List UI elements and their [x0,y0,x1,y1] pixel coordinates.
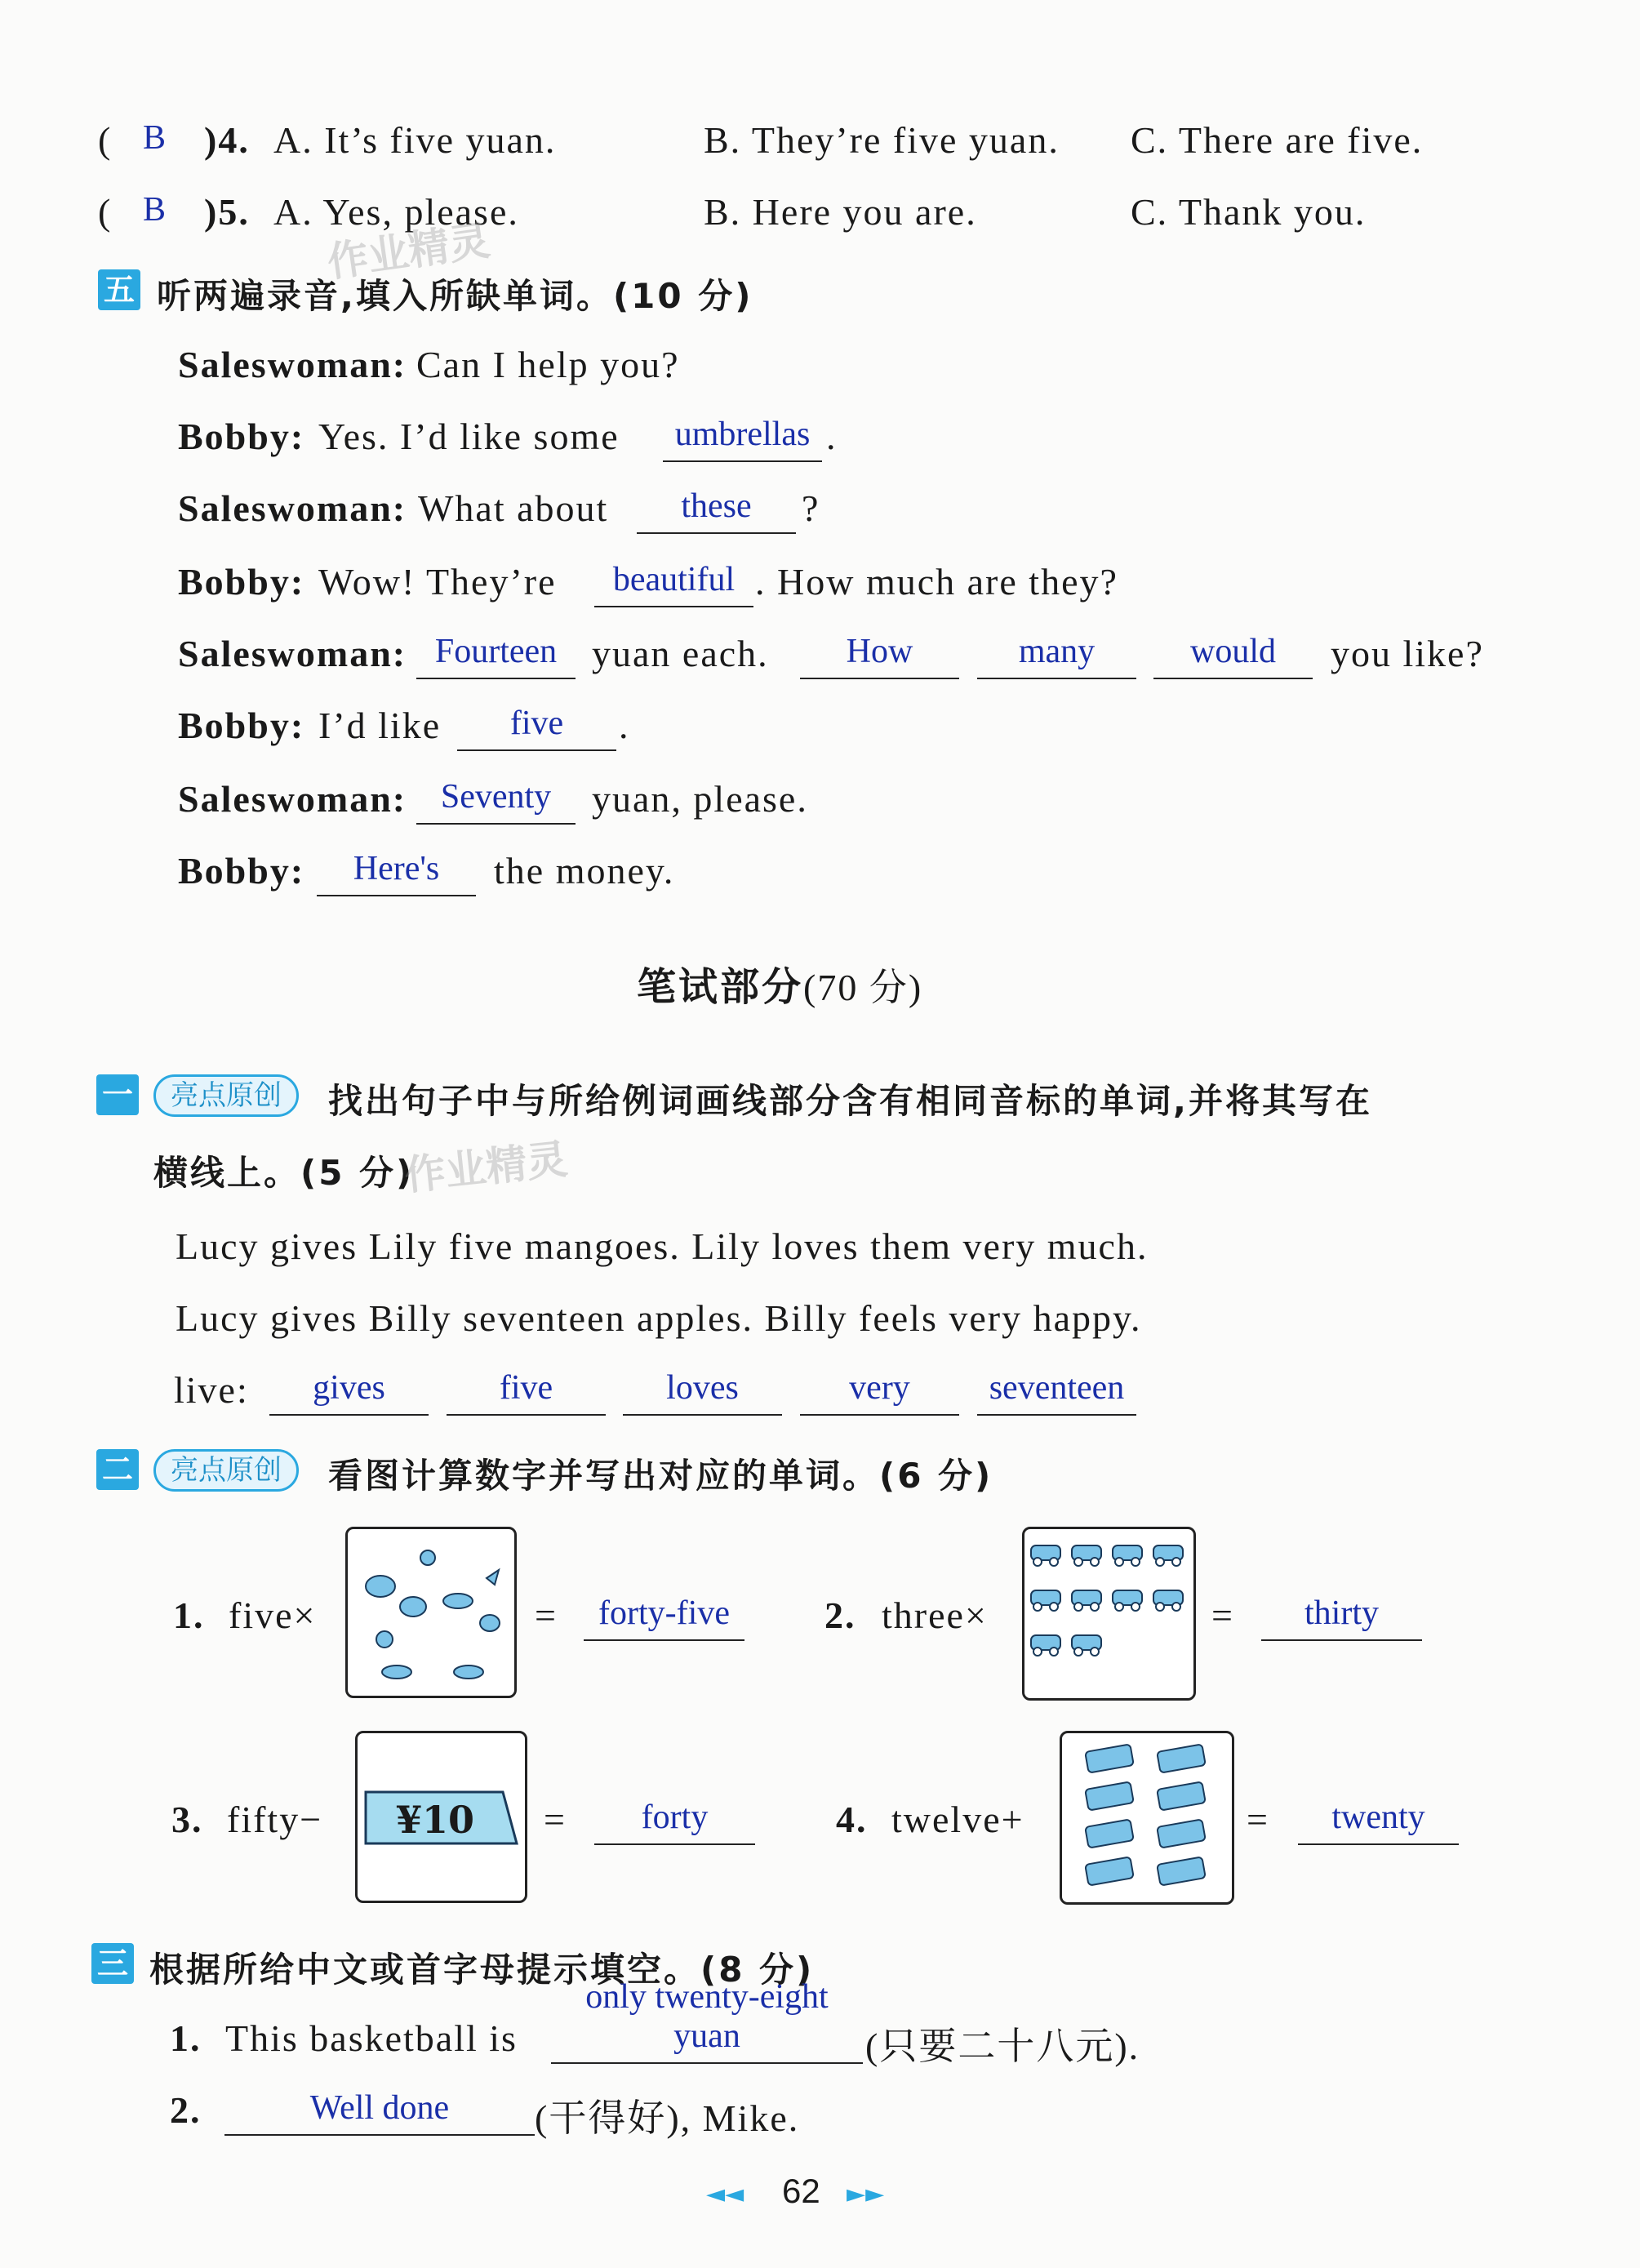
dialog-text: yuan each. [592,633,769,674]
dialog-text: I’d like [318,705,442,746]
q5-number: )5. [204,191,250,233]
dialog-speaker: Saleswoman: [178,778,407,820]
fill-item-number: 1. [170,2017,202,2059]
watermark-1: 作业精灵 [324,216,493,287]
calc-item-number: 3. [171,1799,203,1840]
page-number: 62 [782,2172,820,2210]
answer-text: Well done [309,2089,450,2127]
calc-expression: twelve+ [891,1799,1024,1840]
dialog-text: . [826,416,838,457]
answer-text: gives [313,1369,385,1407]
dialog-text: . How much are they? [755,561,1118,603]
section1-title-line1: 找出句子中与所给例词画线部分含有相同音标的单词,并将其写在 [328,1081,1372,1121]
prev-page-arrows[interactable]: ◄◄ [706,2180,744,2208]
answer-text: would [1190,633,1276,670]
section3-number: 三 [91,1943,134,1984]
answer-text: thirty [1304,1594,1379,1632]
section1-example-word: live: [174,1369,249,1411]
section2-title: 看图计算数字并写出对应的单词。(6 分) [328,1456,993,1496]
answer-blank [800,632,959,679]
fill-item-number: 2. [170,2089,202,2131]
answer-blank [637,487,796,534]
dialog-text: the money. [494,850,675,892]
banknote-icon [358,1733,525,1901]
written-title: 笔试部分 [637,964,804,1010]
dialog-speaker: Saleswoman: [178,487,407,529]
dialog-text: you like? [1331,633,1484,674]
calc-item-number: 4. [836,1799,868,1840]
q5-answer: B [143,191,167,229]
dialog-text: yuan, please. [592,778,808,820]
calc-item-number: 2. [824,1594,856,1636]
answer-text: loves [666,1369,739,1407]
written-part-heading [637,955,922,1012]
section1-number: 一 [96,1074,139,1115]
section5-number: 五 [98,269,140,310]
section1-badge: 亮点原创 [153,1074,299,1117]
erasers-picture [1060,1731,1234,1905]
dialog-text: . [619,705,630,746]
dialog-speaker: Saleswoman: [178,633,407,674]
answer-text: only twenty-eight yuan [585,1978,829,2055]
answer-blank [1261,1594,1422,1641]
calc-expression: three× [882,1594,988,1636]
answer-text: many [1018,633,1096,670]
q5-option-b: B. Here you are. [704,191,977,233]
answer-text: twenty [1331,1799,1425,1836]
written-score: (70 分) [803,967,923,1008]
answer-text: Seventy [440,778,552,816]
watermark-2: 作业精灵 [402,1135,570,1200]
q4-option-b: B. They’re five yuan. [704,119,1060,161]
answer-blank [317,849,476,896]
answer-text: Fourteen [434,633,558,670]
dialog-speaker: Saleswoman: [178,344,407,385]
answer-blank [457,704,616,751]
dialog-speaker: Bobby: [178,416,305,457]
dialog-speaker: Bobby: [178,850,305,892]
fill-sentence-start: This basketball is [225,2017,518,2059]
fill-sentence-end: (只要二十八元). [865,2026,1140,2067]
answer-text: beautiful [612,561,736,598]
dialog-text: Wow! They’re [318,561,557,603]
answer-blank [594,560,753,607]
answer-text: How [846,633,913,670]
answer-blank [1298,1798,1459,1845]
answer-text: Here's [353,850,440,887]
section1-title-line2: 横线上。(5 分) [153,1153,415,1193]
section2-badge: 亮点原创 [153,1449,299,1492]
dialog-text: Can I help you? [416,344,680,385]
answer-blank [584,1594,744,1641]
answer-text: forty-five [598,1594,730,1632]
q4-option-c: C. There are five. [1131,119,1424,161]
answer-blank [224,2088,535,2136]
section2-number: 二 [96,1449,139,1490]
section1-sentence1: Lucy gives Lily five mangoes. Lily loves them very much. [176,1225,1149,1267]
answer-blank [416,632,576,679]
answer-blank [623,1368,782,1416]
equals-sign: = [1211,1594,1234,1636]
q4-open-paren: ( [98,119,113,161]
q5-open-paren: ( [98,191,113,233]
calc-expression: five× [229,1594,317,1636]
answer-blank [447,1368,606,1416]
eraser-icon [1062,1733,1232,1902]
money-note-picture [355,1731,527,1903]
answer-text: these [681,487,752,525]
fill-sentence-end: (干得好), Mike. [535,2097,800,2139]
equals-sign: = [1247,1799,1269,1840]
answer-blank [663,415,822,462]
answer-blank [416,777,576,825]
dialog-speaker: Bobby: [178,561,305,603]
answer-blank [1153,632,1313,679]
dialog-text: What about [418,487,609,529]
dialog-text: Yes. I’d like some [318,416,620,457]
fruit-picture [345,1527,517,1698]
q4-number: )4. [204,119,250,161]
answer-text: seventeen [989,1369,1125,1407]
q4-answer: B [143,119,167,157]
answer-text: very [849,1369,910,1407]
answer-text: five [499,1369,553,1407]
q4-option-a: A. It’s five yuan. [273,119,557,161]
section1-sentence2: Lucy gives Billy seventeen apples. Billy feels very happy. [176,1297,1142,1339]
section5-title: 听两遍录音,填入所缺单词。(10 分) [157,276,753,316]
calc-item-number: 1. [173,1594,205,1636]
answer-text: five [509,705,564,742]
answer-blank [269,1368,429,1416]
q5-option-a: A. Yes, please. [273,191,519,233]
cars-picture [1022,1527,1196,1701]
dialog-speaker: Bobby: [178,705,305,746]
equals-sign: = [535,1594,558,1636]
answer-blank [594,1798,755,1845]
banknote-value: ¥10 [395,1798,475,1842]
toy-car-icon [1024,1529,1193,1698]
answer-blank [551,1978,863,2064]
answer-blank [977,1368,1136,1416]
answer-blank [800,1368,959,1416]
next-page-arrows[interactable]: ►► [847,2180,885,2208]
calc-expression: fifty− [227,1799,323,1840]
fruit-vegetable-icon [348,1529,514,1696]
answer-text: forty [641,1799,709,1836]
q5-option-c: C. Thank you. [1131,191,1367,233]
answer-text: umbrellas [674,416,811,453]
answer-blank [977,632,1136,679]
dialog-text: ? [802,487,820,529]
equals-sign: = [544,1799,567,1840]
section3-title: 根据所给中文或首字母提示填空。(8 分) [149,1950,815,1990]
